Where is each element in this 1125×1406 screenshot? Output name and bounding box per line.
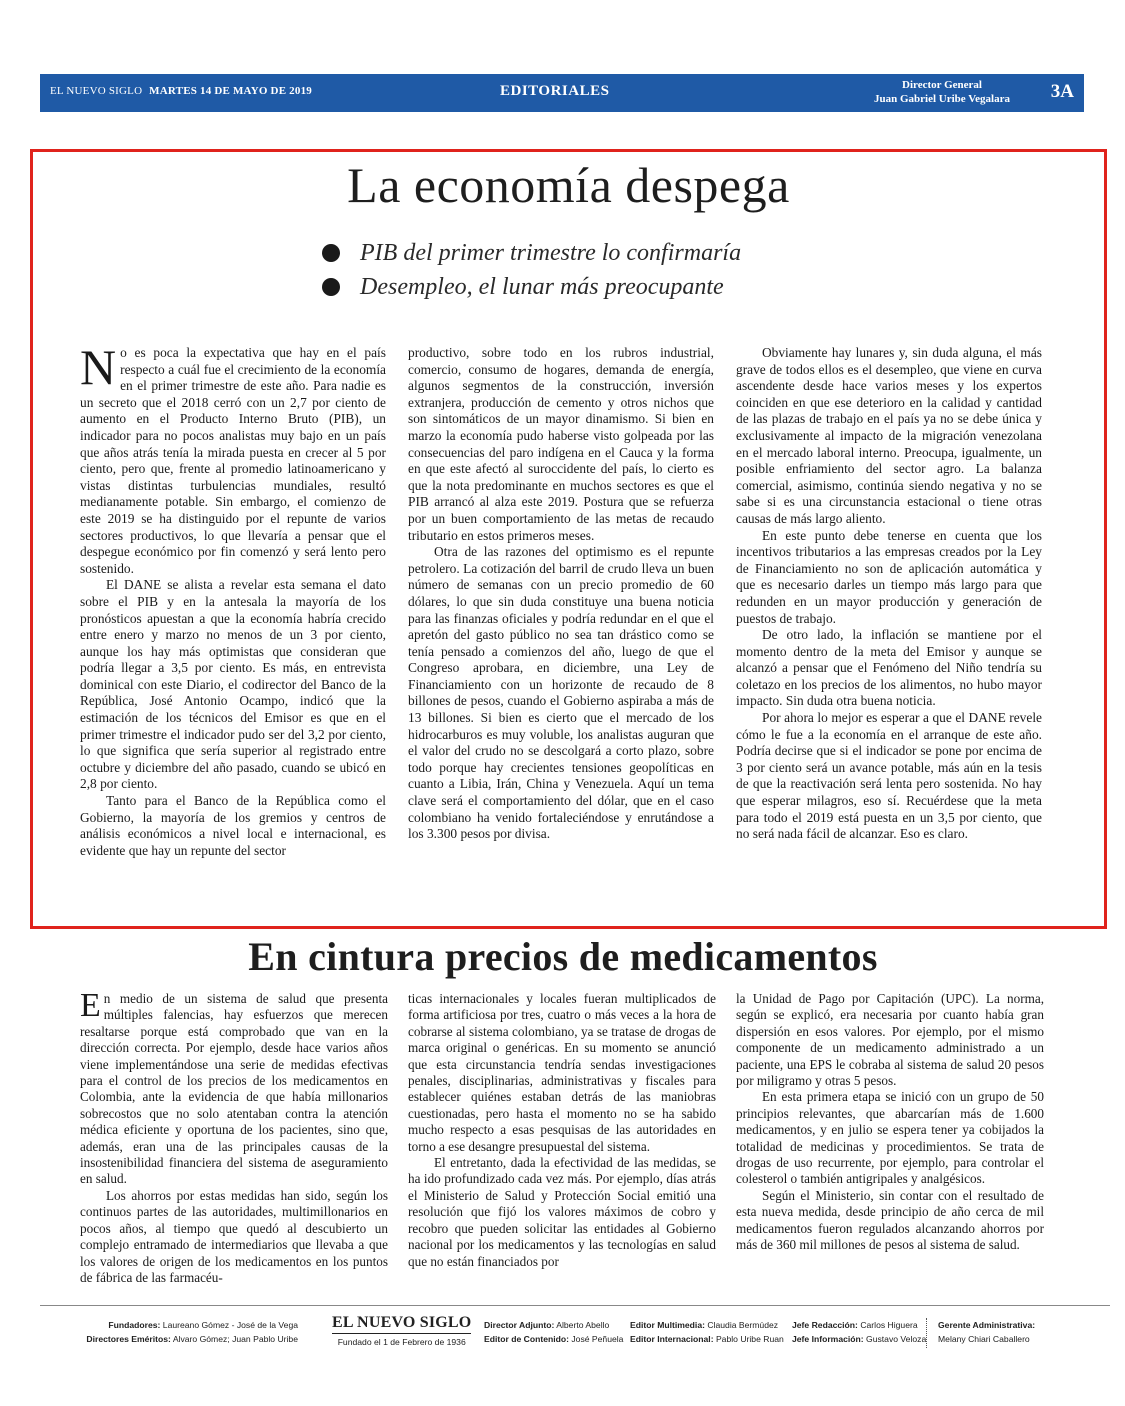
internacional-label: Editor Internacional: xyxy=(630,1334,714,1344)
contenido-label: Editor de Contenido: xyxy=(484,1334,569,1344)
paragraph-text: n medio de un sistema de salud que presenta múltiples falencias, hay esfuerzos que merecen resaltarse porque está comprobado que van en la dirección correcta. Por ejemplo, desde hace varios años viene implementándose una serie de medidas efectivas para el control de los precios de los medicamentos en Colombia, ante la evidencia de que había millonarios sobrecostos que no solo atentaban contra la atención médica eficiente y oportuna de los pacientes, sino que, además, eran una de las principales causas de la insostenibilidad financiera del sistema de aseguramiento en salud. xyxy=(80,991,388,1187)
paragraph: En este punto debe tenerse en cuenta que los incentivos tributarios a las empresas creados por la Ley de Financiamiento no son de aplicación automática y que es necesario darles un tiempo más largo para que redunden en un mayor producción y generación de puestos de trabajo. xyxy=(736,527,1042,626)
gerente-name: Melany Chiari Caballero xyxy=(938,1334,1030,1344)
editorial-column-2 xyxy=(408,345,714,843)
masthead-date xyxy=(50,85,312,97)
paragraph: ticas internacionales y locales fueran multiplicados de forma artificiosa por tres, cuatro o más veces a la hora de cobrarse al sistema colombiano, ya se tratase de drogas de marca original o genéricas. En su momento se anunció que esta circunstancia tendría sendas investigaciones penales, disciplinarias, administrativas y fiscales para establecer quiénes estaban detrás de las maniobras cuestionadas, pero hasta el momento no se ha sabido mucho respecto a esas pesquisas de las autoridades en torno a ese desangre presupuestal del sistema. xyxy=(408,991,716,1154)
footer-divider xyxy=(40,1305,1110,1306)
editorial-subtitles xyxy=(322,236,741,304)
subtitle-item xyxy=(322,236,741,270)
paragraph: la Unidad de Pago por Capitación (UPC). La norma, según se explicó, era necesaria por cuanto había gran dispersión en esos valores. Por ejemplo, por el mismo componente de un medicamento administrado a un paciente, una EPS le cobraba al sistema de salud 20 pesos por miligramo y otras 5 pesos. xyxy=(736,991,1044,1089)
editorial-column-1 xyxy=(80,987,388,1286)
editorial-column-3 xyxy=(736,991,1044,1254)
brand-name: EL NUEVO SIGLO xyxy=(50,85,143,97)
multimedia-label: Editor Multimedia: xyxy=(630,1320,705,1330)
paragraph-text: o es poca la expectativa que hay en el país respecto a cuál fue el crecimiento de la economía en el primer trimestre de este año. Para nadie es un secreto que el 2018 cerró con un 2,7 por ciento de aumento en el Producto Interno Bruto (PIB), un indicador para no pocos analistas muy bajo en un país que años atrás tenía la mirada puesta en crecer al 5 por ciento, pero que, frente al promedio latinoamericano y vistas distintas turbulencias mundiales, resultó medianamente potable. Sin embargo, el comienzo de este 2019 se ha distinguido por el repunte de varios sectores productivos, lo que llevaría a pensar que el despegue económico por fin comenzó y será lento pero sostenido. xyxy=(80,345,386,576)
drop-cap: E xyxy=(80,987,101,1024)
multimedia-name: Claudia Bermúdez xyxy=(707,1320,779,1330)
paragraph: Otra de las razones del optimismo es el repunte petrolero. La cotización del barril de crudo lleva un buen número de semanas con un precio promedio de 60 dólares, lo que sin duda constituye una buena noticia para las finanzas oficiales y podría redundar en el que el apretón del gasto público no sea tan drástico como se tenía pensado a comienzos del año, luego de que el Congreso aprobara, en diciembre, una Ley de Financiamiento con un horizonte de recaudo de 8 billones de pesos, cuando el Gobierno aspiraba a más de 13 billones. Si bien es cierto que el mercado de los hidrocarburos es muy voluble, los analistas auguran que el valor del crudo no se descolgará a corto plazo, sobre todo porque hay crecientes tensiones geopolíticas en cuanto a Libia, Irán, China y Venezuela. Aquí un tema clave será el comportamiento del dólar, que en el caso colombiano ha venido fortaleciéndose y enrutándose a los 3.300 pesos por divisa. xyxy=(408,544,714,842)
paragraph: Tanto para el Banco de la República como el Gobierno, la mayoría de los gremios y centros de análisis económicos a nivel local e internacional, es evidente que hay un repunte del sector xyxy=(80,793,386,858)
informacion-name: Gustavo Veloza xyxy=(866,1334,927,1344)
founders-block xyxy=(40,1318,298,1346)
editorial-title: La economía despega xyxy=(347,157,790,213)
founders-label: Fundadores: xyxy=(108,1320,161,1330)
section-header-bar xyxy=(40,74,1084,112)
section-title: EDITORIALES xyxy=(500,83,610,99)
staff-footer xyxy=(40,1314,1110,1354)
founded-date: Fundado el 1 de Febrero de 1936 xyxy=(337,1337,466,1347)
page-number: 3A xyxy=(1050,81,1074,102)
editors-block-2 xyxy=(630,1318,784,1346)
editorial-column-1 xyxy=(80,339,386,859)
paragraph: Según el Ministerio, sin contar con el resultado de esta nueva medida, desde principio de año cerca de mil medicamentos fueron regulados alcanzando ahorros por más de 360 mil millones de pesos al sistema de salud. xyxy=(736,1187,1044,1253)
redaccion-name: Carlos Higuera xyxy=(860,1320,918,1330)
director-credit xyxy=(874,78,1010,106)
issue-date: MARTES 14 DE MAYO DE 2019 xyxy=(149,85,312,97)
paragraph: Por ahora lo mejor es esperar a que el DANE revele cómo le fue a la economía en el arranque de este año. Podría decirse que si el indicador se pone por encima de 3 por ciento será un avance potable, más aún en la tesis de que la reactivación será lenta pero sostenida. No hay que esperar milagros, eso sí. Recuérdese que la meta para todo el 2019 está puesta en un 3,5 por ciento, que no será nada fácil de alcanzar. Eso es claro. xyxy=(736,710,1042,842)
adjunto-name: Alberto Abello xyxy=(556,1320,610,1330)
editors-block-3 xyxy=(792,1318,926,1346)
editors-block-1 xyxy=(484,1318,623,1346)
bullet-icon xyxy=(322,278,340,296)
contenido-name: José Peñuela xyxy=(571,1334,624,1344)
paragraph: productivo, sobre todo en los rubros industrial, comercio, consumo de hogares, demanda de energía, algunos segmentos de la construcción, inversión extranjera, producción de cemento y otros nichos que son sintomáticos de un mayor dinamismo. Si bien en marzo la economía pudo haberse visto golpeada por las consecuencias del paro indígena en el Cauca y la forma en que este afectó al suroccidente del país, lo cierto es que la nota predominante en muchos sectores es que el PIB arrancó al alza este 2019. Postura que se refuerza por un buen comportamiento de las metas de recaudo tributario en estos primeros meses. xyxy=(408,345,714,543)
bullet-icon xyxy=(322,244,340,262)
director-title: Director General xyxy=(902,79,982,91)
footer-logo: EL NUEVO SIGLO xyxy=(332,1314,471,1334)
director-name: Juan Gabriel Uribe Vegalara xyxy=(874,93,1010,105)
paragraph xyxy=(80,339,386,577)
editorial-title: En cintura precios de medicamentos xyxy=(248,934,878,979)
paragraph: Los ahorros por estas medidas han sido, según los continuos partes de las autoridades, multimillonarios en pocos años, al tiempo que quedó al descubierto un complejo entramado de intermediarios que llevaba a que los valores de origen de los medicamentos en los puntos de fábrica de las farmacéu- xyxy=(80,1187,388,1285)
redaccion-label: Jefe Redacción: xyxy=(792,1320,858,1330)
footer-logo-block xyxy=(332,1314,471,1347)
manager-block xyxy=(938,1318,1035,1346)
paragraph: El DANE se alista a revelar esta semana el dato sobre el PIB y en la antesala la mayoría de los pronósticos apuestan a que la economía habría crecido entre enero y marzo no menos de un 3 por ciento, aunque los hay más optimistas que consideran que podría llegar a 3,5 por ciento. Es más, en entrevista dominical con este Diario, el codirector del Banco de la República, José Antonio Ocampo, indicó que la estimación de los técnicos del Emisor es que en el primer trimestre el indicador pudo ser del 3,2 por ciento, lo que significa que sería superior al registrado entre octubre y diciembre del año pasado, cuando se ubicó en 2,8 por ciento. xyxy=(80,577,386,792)
editorial-column-3 xyxy=(736,345,1042,843)
drop-cap: N xyxy=(80,339,117,395)
paragraph: En esta primera etapa se inició con un grupo de 50 principios relevantes, que abarcarían más de 1.600 medicamentos, y en julio se espera tener ya cobijados la totalidad de medicinas y procedimientos. Se trata de drogas de uso recurrente, por ejemplo, para controlar el colesterol o también antigripales y analgésicos. xyxy=(736,1089,1044,1187)
founders-names: Laureano Gómez - José de la Vega xyxy=(162,1320,298,1330)
editorial-column-2 xyxy=(408,991,716,1270)
paragraph: Obviamente hay lunares y, sin duda alguna, el más grave de todos ellos es el desempleo, que viene en curva ascendente desde hace varios meses y los expertos coinciden en que ese deterioro en la calidad y cantidad de las plazas de trabajo en el país ya no se debe única y exclusivamente al impacto de la migración venezolana en el mercado laboral interno. Preocupa, igualmente, un posible enfriamiento del sector agro. La balanza comercial, asimismo, continúa siendo negativa y no se sabe si es una circunstancia estacional o tiene otras causas de más largo aliento. xyxy=(736,345,1042,526)
footer-separator xyxy=(926,1318,927,1348)
emeritus-names: Alvaro Gómez; Juan Pablo Uribe xyxy=(172,1334,298,1344)
paragraph: De otro lado, la inflación se mantiene por el momento dentro de la meta del Emisor y aunque se alcanzó a pensar que el Fenómeno del Niño tendría su coletazo en los precios de los alimentos, no hubo mayor impacto. Sin duda otra buena noticia. xyxy=(736,627,1042,709)
internacional-name: Pablo Uribe Ruan xyxy=(715,1334,784,1344)
subtitle-text: PIB del primer trimestre lo confirmaría xyxy=(360,239,742,266)
subtitle-item xyxy=(322,270,741,304)
paragraph: El entretanto, dada la efectividad de las medidas, se ha ido profundizado cada vez más. Por ejemplo, días atrás el Ministerio de Salud y Protección Social emitió una resolución que fijó los valores máximos de cobro y recobro que pueden solicitar las entidades al Gobierno nacional por los medicamentos y las tecnologías en salud que no están financiados por xyxy=(408,1155,716,1269)
adjunto-label: Director Adjunto: xyxy=(484,1320,555,1330)
gerente-label: Gerente Administrativa: xyxy=(938,1320,1036,1330)
subtitle-text: Desempleo, el lunar más preocupante xyxy=(360,273,724,300)
informacion-label: Jefe Información: xyxy=(792,1334,864,1344)
paragraph xyxy=(80,987,388,1188)
emeritus-label: Directores Eméritos: xyxy=(86,1334,171,1344)
